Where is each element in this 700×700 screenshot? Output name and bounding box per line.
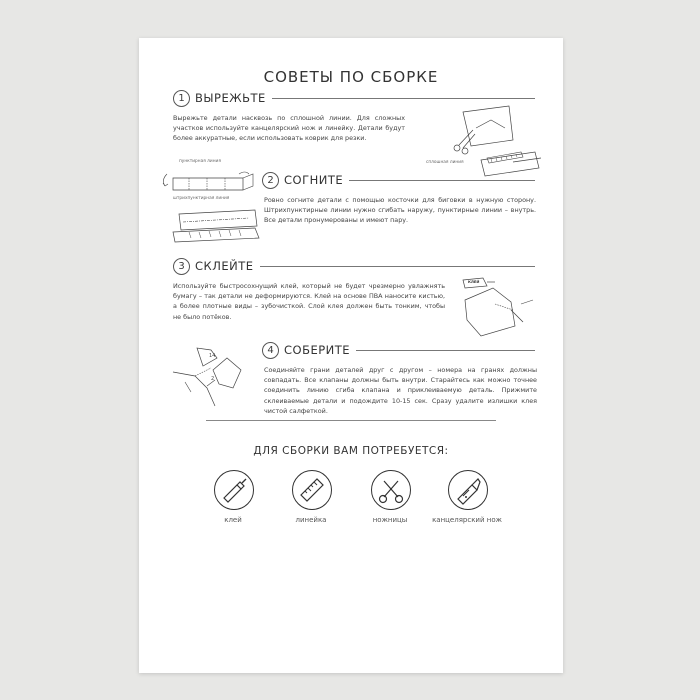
dotted-line-label: пунктирная линия — [179, 159, 221, 164]
step-title: СОБЕРИТЕ — [284, 343, 351, 357]
tool-label: канцелярский нож — [432, 516, 502, 524]
step-number: 3 — [173, 258, 190, 275]
page-title: СОВЕТЫ ПО СБОРКЕ — [263, 68, 439, 86]
step-title: СОГНИТЕ — [284, 173, 344, 187]
divider-line — [272, 98, 535, 99]
assembling-illustration — [167, 340, 267, 412]
step-3-text: Используйте быстросохнущий клей, который не будет чрезмерно увлажнять бумагу – так детали не деформируются. Клей на основе ПВА наносите кистью, а более плотные виды – зубочисткой. Слой клея должен быть тонким, чтобы не было потёков. — [173, 282, 445, 321]
divider-line — [356, 350, 535, 351]
needs-title: ДЛЯ СБОРКИ ВАМ ПОТРЕБУЕТСЯ: — [253, 445, 449, 457]
gluing-illustration — [455, 274, 555, 346]
tool-label: линейка — [295, 516, 327, 524]
dash-dot-line-label: штрихпунктирная линия — [173, 196, 230, 201]
solid-line-label: сплошная линия — [426, 160, 464, 165]
step-number: 1 — [173, 90, 190, 107]
instruction-sheet — [139, 38, 563, 673]
step-number: 2 — [262, 172, 279, 189]
folding-illustration — [159, 166, 269, 256]
edge-number-label: 14 — [209, 353, 216, 359]
tool-label: ножницы — [372, 516, 408, 524]
step-3-header — [173, 256, 535, 276]
step-4-header — [262, 340, 535, 360]
step-1-text: Вырежьте детали насквозь по сплошной линии. Для сложных участков используйте канцелярский нож и линейку. Детали будут более аккуратные, если использовать коврик для резки. — [173, 114, 405, 143]
section-divider — [206, 420, 496, 421]
step-2-text: Ровно согните детали с помощью косточки для биговки в нужную сторону. Штрихпунктирные линии нужно сгибать наружу, пунктирные линии – внутрь. Все детали пронумерованы и имеют пару. — [264, 196, 536, 225]
scissors-icon — [371, 470, 411, 510]
step-title: СКЛЕЙТЕ — [195, 259, 254, 273]
step-2-header — [262, 170, 535, 190]
divider-line — [260, 266, 535, 267]
step-number: 4 — [262, 342, 279, 359]
step-4-text: Соединяйте грани деталей друг с другом – номера на гранях должны совпадать. Все клапаны должны быть внутри. Старайтесь как можно точнее соединить линию сгиба клапана и приклеиваемую деталь. Прижмите склеиваемые детали и подождите 10-15 сек. Сразу удалите излишки клея чистой салфеткой. — [264, 366, 537, 415]
step-title: ВЫРЕЖЬТЕ — [195, 91, 266, 105]
ruler-icon — [292, 470, 332, 510]
tool-label: клей — [224, 516, 242, 524]
glue-tube-label: КЛЕЙ — [468, 280, 480, 284]
utility-knife-icon — [448, 470, 488, 510]
divider-line — [349, 180, 535, 181]
edge-number-label: 2 — [211, 376, 215, 382]
glue-tube-icon — [214, 470, 254, 510]
